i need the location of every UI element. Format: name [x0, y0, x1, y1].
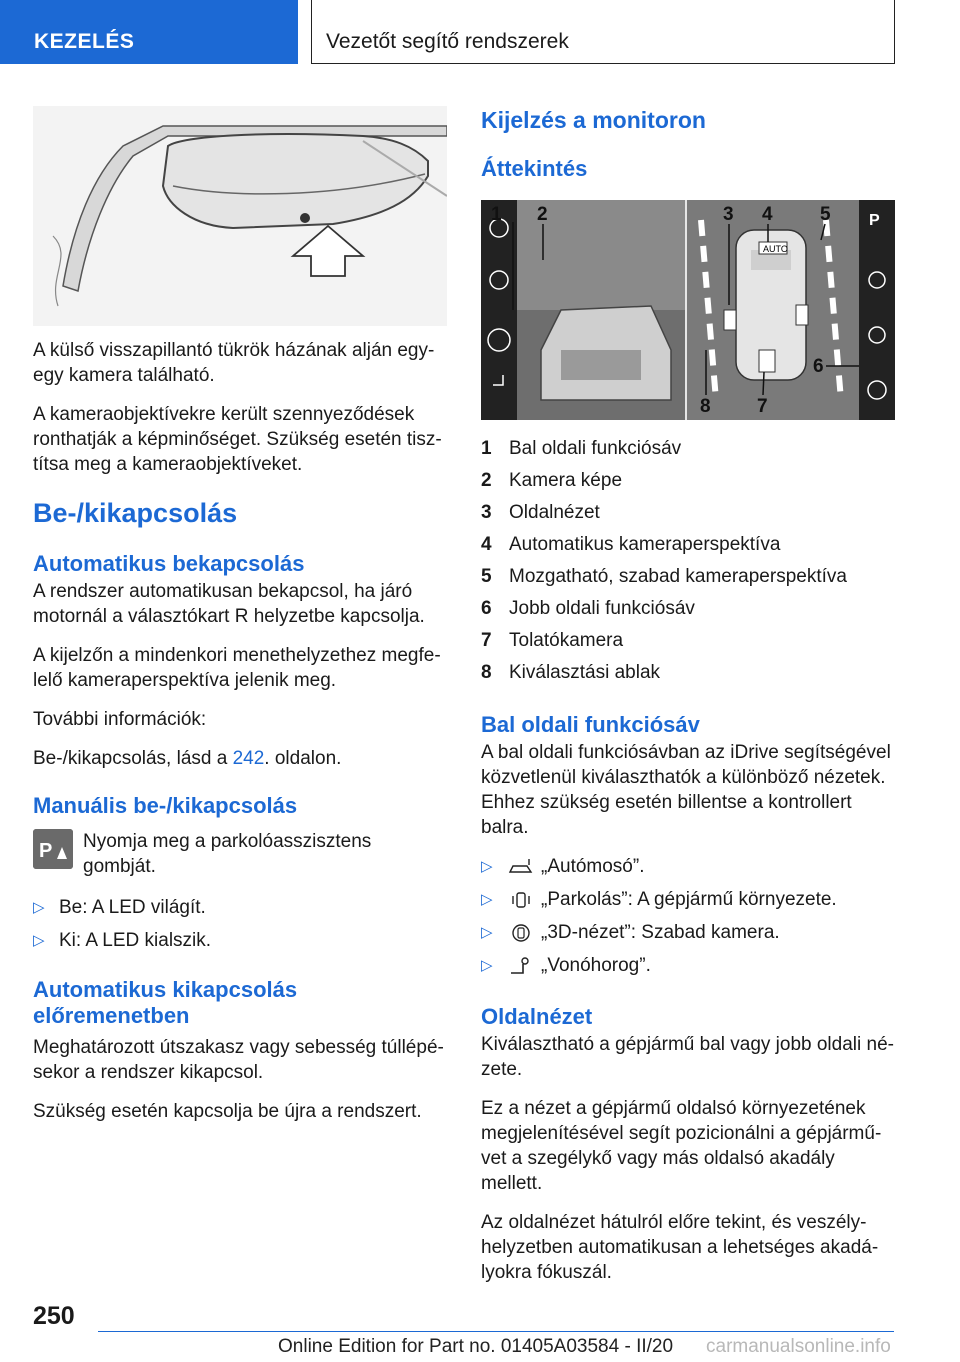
- 3d-view-icon: [507, 923, 535, 943]
- paragraph: A kameraobjektívekre került szennyeződések ronthatják a képminőséget. Szükség esetén tisz-títsa meg a kameraobjektíveket.: [33, 404, 442, 475]
- callout-3: 3: [723, 204, 734, 225]
- auto-label: AUTO: [763, 244, 788, 254]
- heading-overview: Áttekintés: [481, 156, 588, 181]
- watermark: carmanualsonline.info: [706, 1336, 891, 1357]
- callout-8: 8: [700, 396, 711, 417]
- legend-row: 5 Mozgatható, szabad kameraperspektíva: [481, 566, 847, 587]
- paragraph: A bal oldali funkciósávban az iDrive segítségével közvetlenül kiválaszthatók a különböző nézetek. Ehhez szükség esetén billentse a kontrollert balra.: [481, 742, 891, 838]
- list-item: ▷ „3D-nézet”: Szabad kamera.: [481, 922, 780, 943]
- legend-row: 3 Oldalnézet: [481, 502, 600, 523]
- monitor-overview-image: [481, 200, 895, 420]
- legend-row: 4 Automatikus kameraperspektíva: [481, 534, 781, 555]
- callout-1: 1: [491, 204, 502, 225]
- legend-row: 8 Kiválasztási ablak: [481, 662, 661, 683]
- tow-hitch-icon: [507, 956, 535, 976]
- list-item: ▷ Ki: A LED kialszik.: [33, 930, 212, 951]
- paragraph: Az oldalnézet hátulról előre tekint, és veszély-helyzetben automatikusan a lehetséges akadá-lyokra fókuszál.: [481, 1212, 879, 1283]
- legend-list: [481, 436, 897, 685]
- callout-4: 4: [762, 204, 773, 225]
- paragraph: A külső visszapillantó tükrök házának alján egy-egy kamera található.: [33, 340, 435, 386]
- svg-text:P: P: [39, 840, 53, 862]
- legend-row: 1 Bal oldali funkciósáv: [481, 438, 682, 459]
- bullet-triangle-icon: ▷: [481, 957, 493, 974]
- heading-auto-on: Automatikus bekapcsolás: [33, 551, 305, 576]
- footer-divider: [98, 1331, 894, 1332]
- pdc-instruction: [33, 829, 447, 879]
- heading-display: Kijelzés a monitoron: [481, 107, 706, 133]
- topic-tab: Vezetőt segítő rendszerek: [311, 0, 895, 64]
- callout-7: 7: [757, 396, 768, 417]
- heading-left-bar: Bal oldali funkciósáv: [481, 712, 700, 737]
- paragraph-crossref: [33, 746, 447, 771]
- edition-text: Online Edition for Part no. 01405A03584 - II/20: [278, 1336, 674, 1357]
- left-column: [33, 106, 447, 1138]
- parking-view-icon: [507, 890, 535, 910]
- parking-assistant-button-icon: [33, 829, 73, 869]
- heading-side-view: Oldalnézet: [481, 1004, 593, 1029]
- pdc-text: Nyomja meg a parkolóasszisztens gombját.: [83, 831, 372, 877]
- bullet-triangle-icon: ▷: [481, 891, 493, 908]
- callout-2: 2: [537, 204, 548, 225]
- car-wash-icon: [507, 857, 535, 877]
- right-column: [481, 106, 897, 1299]
- paragraph: A rendszer automatikusan bekapcsol, ha járó motornál a választókart R helyzetbe kapcsolja.: [33, 581, 425, 627]
- list-item: ▷ „Vonóhorog”.: [481, 955, 651, 976]
- paragraph: Ez a nézet a gépjármű oldalsó környezetének megjelenítésével segít pozicionálni a gépjármű-vet a szegélykő vagy más oldalsó akadály mellett.: [481, 1098, 882, 1194]
- bullet-triangle-icon: ▷: [33, 899, 45, 916]
- page-number: 250: [33, 1302, 75, 1330]
- svg-text:P: P: [869, 212, 880, 229]
- bullet-triangle-icon: ▷: [481, 924, 493, 941]
- paragraph: Meghatározott útszakasz vagy sebesség túllépé-sekor a rendszer kikapcsol.: [33, 1037, 444, 1083]
- paragraph: A kijelzőn a mindenkori menethelyzethez megfe-lelő kameraperspektíva jelenik meg.: [33, 645, 441, 691]
- bullet-triangle-icon: ▷: [481, 858, 493, 875]
- bullet-triangle-icon: ▷: [33, 932, 45, 949]
- callout-6: 6: [813, 356, 824, 377]
- legend-row: 2 Kamera képe: [481, 470, 623, 491]
- section-tab: KEZELÉS: [0, 0, 298, 64]
- paragraph: Szükség esetén kapcsolja be újra a rendszert.: [33, 1101, 422, 1122]
- legend-row: 6 Jobb oldali funkciósáv: [481, 598, 695, 619]
- page-header: [0, 0, 960, 66]
- heading-manual: Manuális be-/kikapcsolás: [33, 793, 298, 818]
- page-link[interactable]: 242: [232, 748, 265, 769]
- heading-auto-off: Automatikus kikapcsolás előremenetben: [33, 977, 298, 1028]
- list-item: ▷ Be: A LED világít.: [33, 897, 206, 918]
- legend-row: 7 Tolatókamera: [481, 630, 624, 651]
- paragraph: További információk:: [33, 709, 207, 730]
- heading-on-off: Be-/kikapcsolás: [33, 498, 238, 528]
- list-item: ▷ „Autómosó”.: [481, 856, 645, 877]
- paragraph: Kiválasztható a gépjármű bal vagy jobb oldali né-zete.: [481, 1034, 894, 1080]
- mirror-camera-image: [33, 106, 447, 326]
- callout-5: 5: [820, 204, 831, 225]
- list-item: ▷ „Parkolás”: A gépjármű környezete.: [481, 889, 837, 910]
- crossref-prefix: Be-/kikapcsolás, lásd a: [33, 748, 233, 769]
- crossref-suffix: . oldalon.: [264, 748, 342, 769]
